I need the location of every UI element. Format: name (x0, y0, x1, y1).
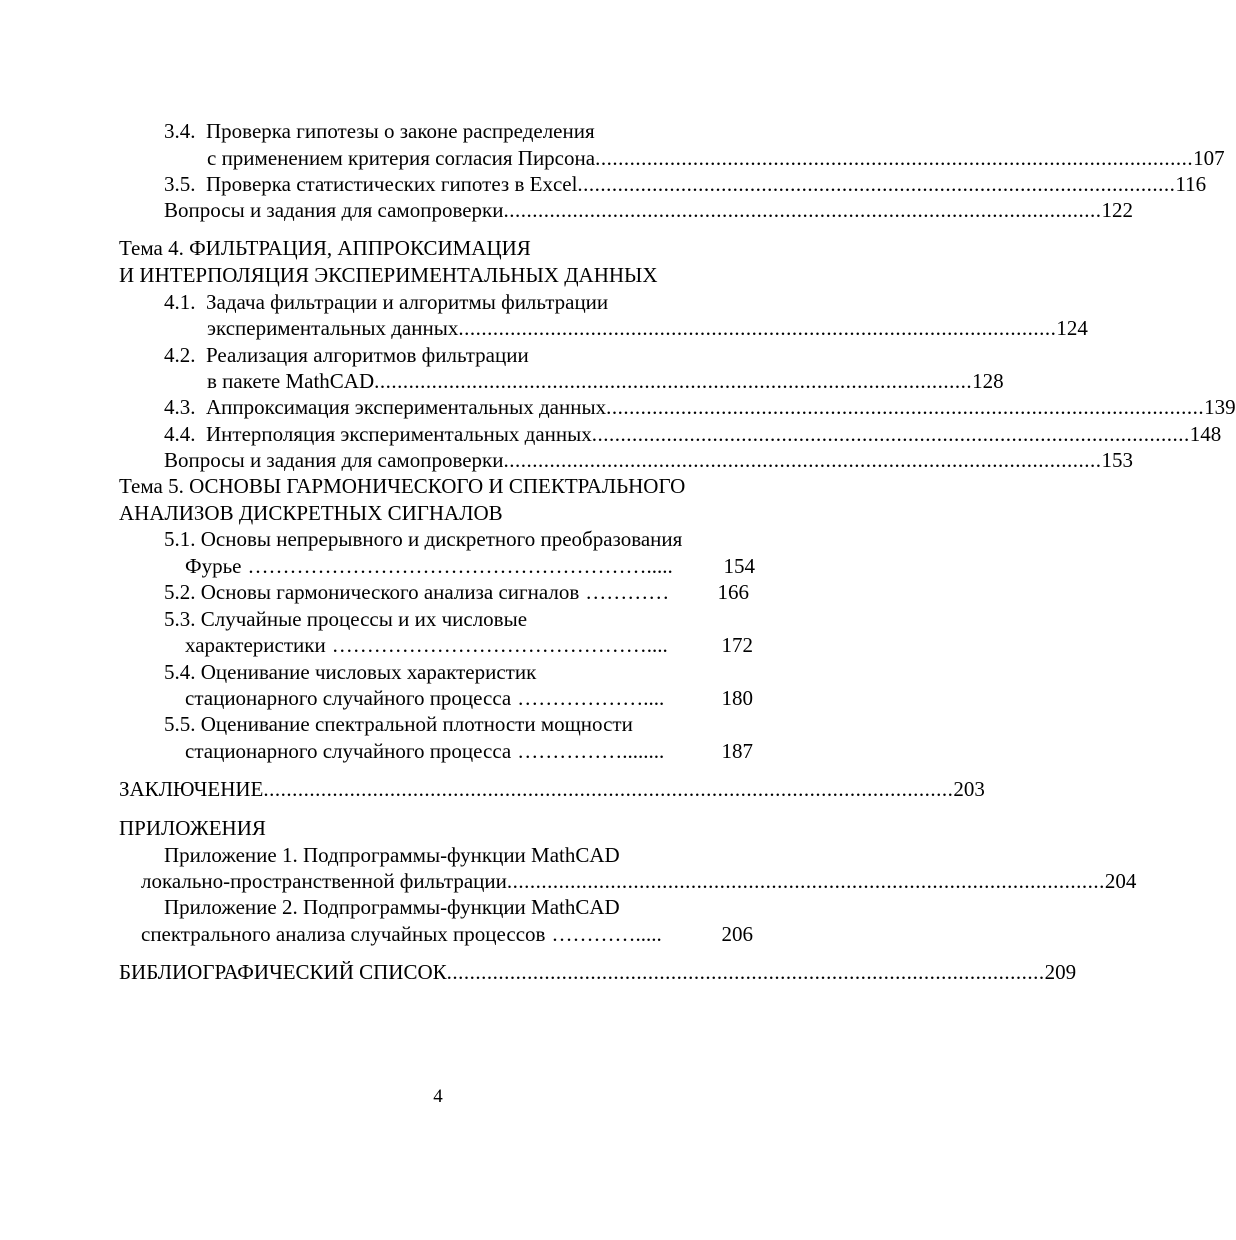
leader-dots: ........................................................................................................ (503, 448, 1102, 472)
toc-entry-5-5 (164, 710, 633, 738)
toc-page-number: 139 (1204, 395, 1236, 419)
toc-entry-5-2 (164, 578, 749, 606)
toc-entry-title: 4.2. Реализация алгоритмов фильтрации (164, 343, 529, 367)
toc-topic-4-cont (119, 261, 658, 289)
toc-entry-4-3 (164, 393, 1236, 421)
toc-conclusion (119, 775, 985, 803)
leader-dots: ……………........ (517, 739, 665, 763)
toc-entry-3-5 (164, 170, 1207, 198)
toc-entry-5-1-cont (185, 552, 755, 580)
toc-page-number: 154 (723, 554, 755, 578)
toc-entry-title: экспериментальных данных (207, 316, 459, 340)
toc-topic-title: АНАЛИЗОВ ДИСКРЕТНЫХ СИГНАЛОВ (119, 501, 503, 525)
toc-appendix-2-cont (141, 920, 753, 948)
toc-entry-5-3-cont (185, 631, 753, 659)
toc-entry-4-2-cont (207, 367, 1004, 395)
toc-topic-title: Тема 4. ФИЛЬТРАЦИЯ, АППРОКСИМАЦИЯ (119, 236, 531, 260)
toc-entry-5-4-cont (185, 684, 753, 712)
toc-topic-5 (119, 472, 685, 500)
toc-appendix-2 (164, 893, 620, 921)
toc-page-number: 180 (721, 686, 753, 710)
leader-dots: …………………………………………………..... (247, 554, 673, 578)
toc-entry-5-4 (164, 658, 536, 686)
toc-entry-5-3 (164, 605, 527, 633)
toc-entry-3-4 (164, 117, 595, 145)
toc-entry-5-5-cont (185, 737, 753, 765)
toc-page-number: 206 (721, 922, 753, 946)
toc-page-number: 187 (721, 739, 753, 763)
toc-topic-title: Тема 5. ОСНОВЫ ГАРМОНИЧЕСКОГО И СПЕКТРАЛЬНОГО (119, 474, 686, 498)
toc-questions-3 (164, 196, 1133, 224)
toc-entry-title: 3.4. Проверка гипотезы о законе распределения (164, 119, 595, 143)
leader-dots: …………..... (551, 922, 662, 946)
toc-section-title: ПРИЛОЖЕНИЯ (119, 816, 266, 840)
toc-entry-title: 4.3. Аппроксимация экспериментальных данных (164, 395, 607, 419)
leader-dots: ........................................................................................................ (503, 198, 1102, 222)
toc-appendix-1-cont (141, 867, 1137, 895)
toc-entry-title: в пакете MathCAD (207, 369, 375, 393)
toc-page-number: 107 (1193, 146, 1225, 170)
toc-questions-4 (164, 446, 1133, 474)
toc-topic-title: И ИНТЕРПОЛЯЦИЯ ЭКСПЕРИМЕНТАЛЬНЫХ ДАННЫХ (119, 263, 658, 287)
leader-dots: ........................................................................................................ (595, 146, 1194, 170)
leader-dots: ........................................................................................................ (606, 395, 1205, 419)
toc-entry-title: стационарного случайного процесса (185, 739, 512, 763)
toc-entry-title: спектрального анализа случайных процессов (141, 922, 546, 946)
page-number: 4 (433, 1086, 443, 1107)
toc-entry-title: 5.3. Случайные процессы и их числовые (164, 607, 528, 631)
toc-entry-title: с применением критерия согласия Пирсона (207, 146, 596, 170)
toc-entry-4-4 (164, 420, 1222, 448)
toc-page-number: 203 (953, 777, 985, 801)
toc-entry-title: 3.5. Проверка статистических гипотез в Excel (164, 172, 578, 196)
toc-page-number: 128 (972, 369, 1004, 393)
toc-appendices (119, 814, 266, 842)
toc-entry-title: 5.1. Основы непрерывного и дискретного преобразования (164, 527, 683, 551)
toc-page-number: 209 (1044, 960, 1077, 984)
toc-entry-title: 4.1. Задача фильтрации и алгоритмы фильтрации (164, 290, 609, 314)
toc-topic-4 (119, 234, 531, 262)
toc-entry-5-1 (164, 525, 682, 553)
toc-entry-4-1-cont (207, 314, 1088, 342)
toc-page-number: 166 (717, 580, 749, 604)
toc-entry-title: Приложение 1. Подпрограммы-функции MathCAD (164, 843, 620, 867)
toc-entry-4-1 (164, 288, 608, 316)
toc-entry-title: стационарного случайного процесса (185, 686, 512, 710)
toc-page-number: 148 (1189, 422, 1222, 446)
leader-dots: ........................................................................................................................ (263, 777, 954, 801)
toc-entry-title: локально-пространственной фильтрации (141, 869, 507, 893)
toc-entry-title: 5.5. Оценивание спектральной плотности мощности (164, 712, 633, 736)
toc-entry-title: Вопросы и задания для самопроверки (164, 448, 504, 472)
toc-entry-title: 5.2. Основы гармонического анализа сигналов (164, 580, 580, 604)
toc-bibliography (119, 958, 1077, 986)
leader-dots: ........................................................................................................ (446, 960, 1045, 984)
leader-dots: ……………….... (517, 686, 665, 710)
toc-page-number: 172 (721, 633, 753, 657)
toc-page-number: 153 (1101, 448, 1133, 472)
toc-page-number: 204 (1104, 869, 1137, 893)
toc-page-number: 124 (1056, 316, 1088, 340)
toc-topic-5-cont (119, 499, 503, 527)
leader-dots: ........................................................................................................ (374, 369, 973, 393)
leader-dots: ………… (585, 580, 670, 604)
toc-page-number: 116 (1175, 172, 1207, 196)
leader-dots: ........................................................................................................ (577, 172, 1176, 196)
leader-dots: ……………………………………….... (331, 633, 668, 657)
toc-entry-3-4-cont (207, 144, 1225, 172)
toc-entry-title: Приложение 2. Подпрограммы-функции MathCAD (164, 895, 620, 919)
toc-entry-title: Вопросы и задания для самопроверки (164, 198, 504, 222)
toc-entry-title: характеристики (185, 633, 326, 657)
toc-entry-title: БИБЛИОГРАФИЧЕСКИЙ СПИСОК (119, 960, 447, 984)
toc-entry-title: ЗАКЛЮЧЕНИЕ (119, 777, 264, 801)
toc-page-number: 122 (1101, 198, 1133, 222)
toc-entry-4-2 (164, 341, 529, 369)
toc-entry-title: 5.4. Оценивание числовых характеристик (164, 660, 537, 684)
toc-entry-title: Фурье (185, 554, 242, 578)
leader-dots: ........................................................................................................ (506, 869, 1105, 893)
toc-entry-title: 4.4. Интерполяция экспериментальных данных (164, 422, 592, 446)
leader-dots: ........................................................................................................ (458, 316, 1057, 340)
toc-appendix-1 (164, 841, 620, 869)
leader-dots: ........................................................................................................ (591, 422, 1190, 446)
